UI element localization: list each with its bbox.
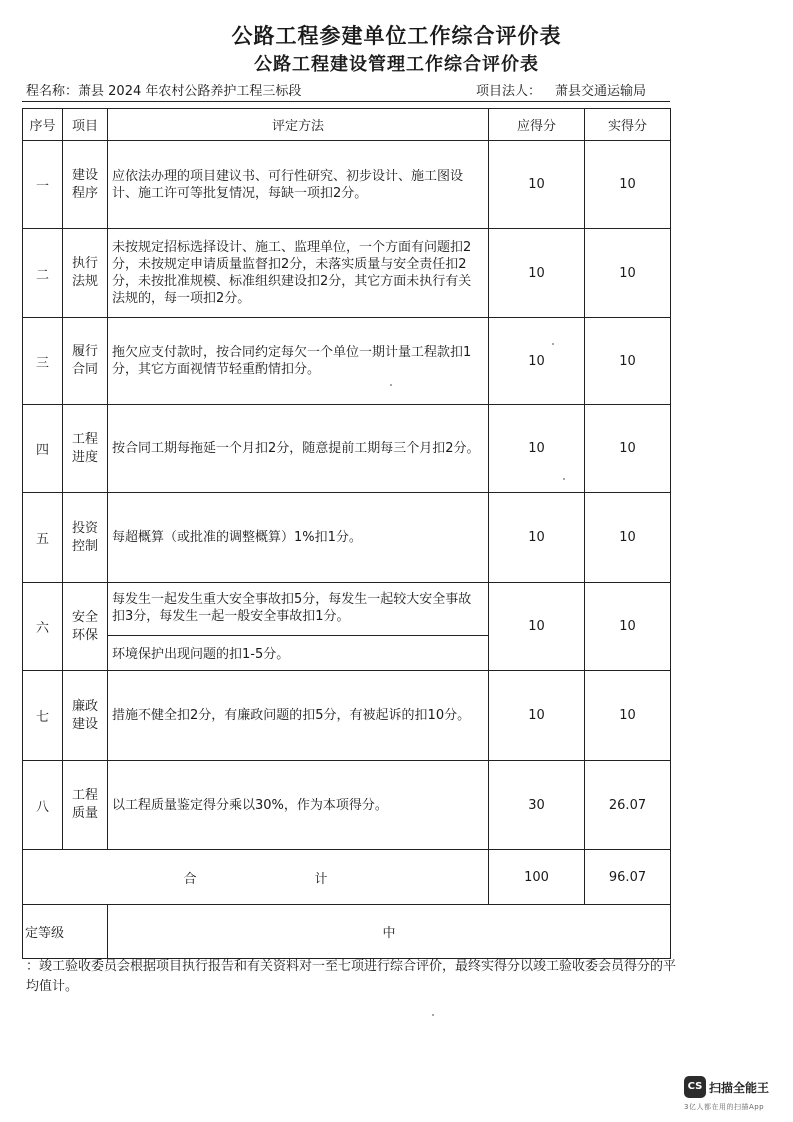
- watermark-tagline: 3亿人都在用的扫描App: [684, 1103, 765, 1111]
- row-actual: 10: [585, 583, 671, 671]
- row-item: 工程 进度: [63, 405, 108, 493]
- row-method-secondary: 环境保护出现问题的扣1-5分。: [112, 646, 290, 662]
- row-expected: 10: [489, 229, 585, 318]
- table-row: [23, 583, 671, 671]
- table-row: [23, 493, 671, 583]
- table-row: [23, 141, 671, 229]
- row-expected: 10: [489, 493, 585, 583]
- row-actual: 10: [585, 493, 671, 583]
- table-header-row: [23, 109, 671, 141]
- row-expected: 10: [489, 405, 585, 493]
- scan-speck: [563, 478, 565, 480]
- total-label: 合 计: [23, 850, 489, 905]
- row-method: 拖欠应支付款时，按合同约定每欠一个单位一期计量工程款扣1分，其它方面视情节轻重酌情扣分。: [108, 318, 489, 405]
- row-expected: 10: [489, 141, 585, 229]
- row-no: 七: [23, 671, 63, 761]
- row-item: 工程 质量: [63, 761, 108, 850]
- document-subtitle: 公路工程建设管理工作综合评价表: [254, 54, 539, 75]
- row-item: 执行 法规: [63, 229, 108, 318]
- owner-label: 项目法人：: [476, 84, 542, 99]
- row-method: 每超概算（或批准的调整概算）1%扣1分。: [108, 493, 489, 583]
- total-actual: 96.07: [585, 850, 671, 905]
- table-row: [23, 405, 671, 493]
- document-title: 公路工程参建单位工作综合评价表: [231, 24, 562, 48]
- col-header-expected: 应得分: [489, 109, 585, 141]
- owner-name: 萧县交通运输局: [555, 84, 647, 99]
- row-item: 安全 环保: [63, 583, 108, 671]
- scan-speck: [552, 343, 554, 345]
- table-row: [23, 229, 671, 318]
- project-name: 萧县 2024 年农村公路养护工程三标段: [78, 84, 302, 99]
- grade-label: 定等级: [23, 905, 108, 959]
- row-no: 四: [23, 405, 63, 493]
- camscanner-logo-icon: CS: [684, 1076, 706, 1098]
- watermark-brand: 扫描全能王: [709, 1080, 770, 1095]
- total-expected: 100: [489, 850, 585, 905]
- row-no: 八: [23, 761, 63, 850]
- row-expected: 30: [489, 761, 585, 850]
- scan-speck: [432, 1014, 434, 1016]
- scan-speck: [390, 384, 392, 386]
- project-label: 程名称：: [26, 84, 79, 99]
- row-no: 二: [23, 229, 63, 318]
- row-actual: 10: [585, 405, 671, 493]
- row-actual: 10: [585, 671, 671, 761]
- row-actual: 26.07: [585, 761, 671, 850]
- row-item: 建设 程序: [63, 141, 108, 229]
- row-no: 一: [23, 141, 63, 229]
- evaluation-table: [22, 108, 671, 959]
- row-item: 履行 合同: [63, 318, 108, 405]
- footnote: ：竣工验收委员会根据项目执行报告和有关资料对一至七项进行综合评价，最终实得分以竣工验收委会员得分的平均值计。: [26, 959, 677, 994]
- row-item: 投资 控制: [63, 493, 108, 583]
- table-row: [23, 318, 671, 405]
- col-header-method: 评定方法: [108, 109, 489, 141]
- grade-value: 中: [108, 905, 671, 959]
- table-row: [23, 671, 671, 761]
- col-header-item: 项目: [63, 109, 108, 141]
- row-no: 三: [23, 318, 63, 405]
- col-header-no: 序号: [23, 109, 63, 141]
- project-info: [26, 80, 301, 99]
- row-actual: 10: [585, 141, 671, 229]
- row-actual: 10: [585, 229, 671, 318]
- row-actual: 10: [585, 318, 671, 405]
- row-expected: 10: [489, 318, 585, 405]
- row-no: 六: [23, 583, 63, 671]
- row-method: 按合同工期每拖延一个月扣2分，随意提前工期每三个月扣2分。: [108, 405, 489, 493]
- grade-row: [23, 905, 671, 959]
- scanner-watermark: [684, 1076, 784, 1112]
- row-expected: 10: [489, 583, 585, 671]
- total-row: [23, 850, 671, 905]
- col-header-actual: 实得分: [585, 109, 671, 141]
- row-expected: 10: [489, 671, 585, 761]
- row-method: 措施不健全扣2分，有廉政问题的扣5分，有被起诉的扣10分。: [108, 671, 489, 761]
- row-method: 应依法办理的项目建议书、可行性研究、初步设计、施工图设计、施工许可等批复情况，每缺一项扣2分。: [108, 141, 489, 229]
- row-item: 廉政 建设: [63, 671, 108, 761]
- owner-info: [476, 80, 646, 99]
- header-rule: [22, 101, 670, 102]
- row-method: 以工程质量鉴定得分乘以30%，作为本项得分。: [108, 761, 489, 850]
- row-no: 五: [23, 493, 63, 583]
- row-method-split: [108, 583, 489, 671]
- table-row: [23, 761, 671, 850]
- row-method: 未按规定招标选择设计、施工、监理单位，一个方面有问题扣2分，未按规定申请质量监督扣2分，未落实质量与安全责任扣2分，未按批准规模、标准组织建设扣2分，其它方面未执行有关法规的，每一项扣2分。: [108, 229, 489, 318]
- row-method: 每发生一起发生重大安全事故扣5分，每发生一起较大安全事故扣3分，每发生一起一般安全事故扣1分。: [108, 585, 488, 636]
